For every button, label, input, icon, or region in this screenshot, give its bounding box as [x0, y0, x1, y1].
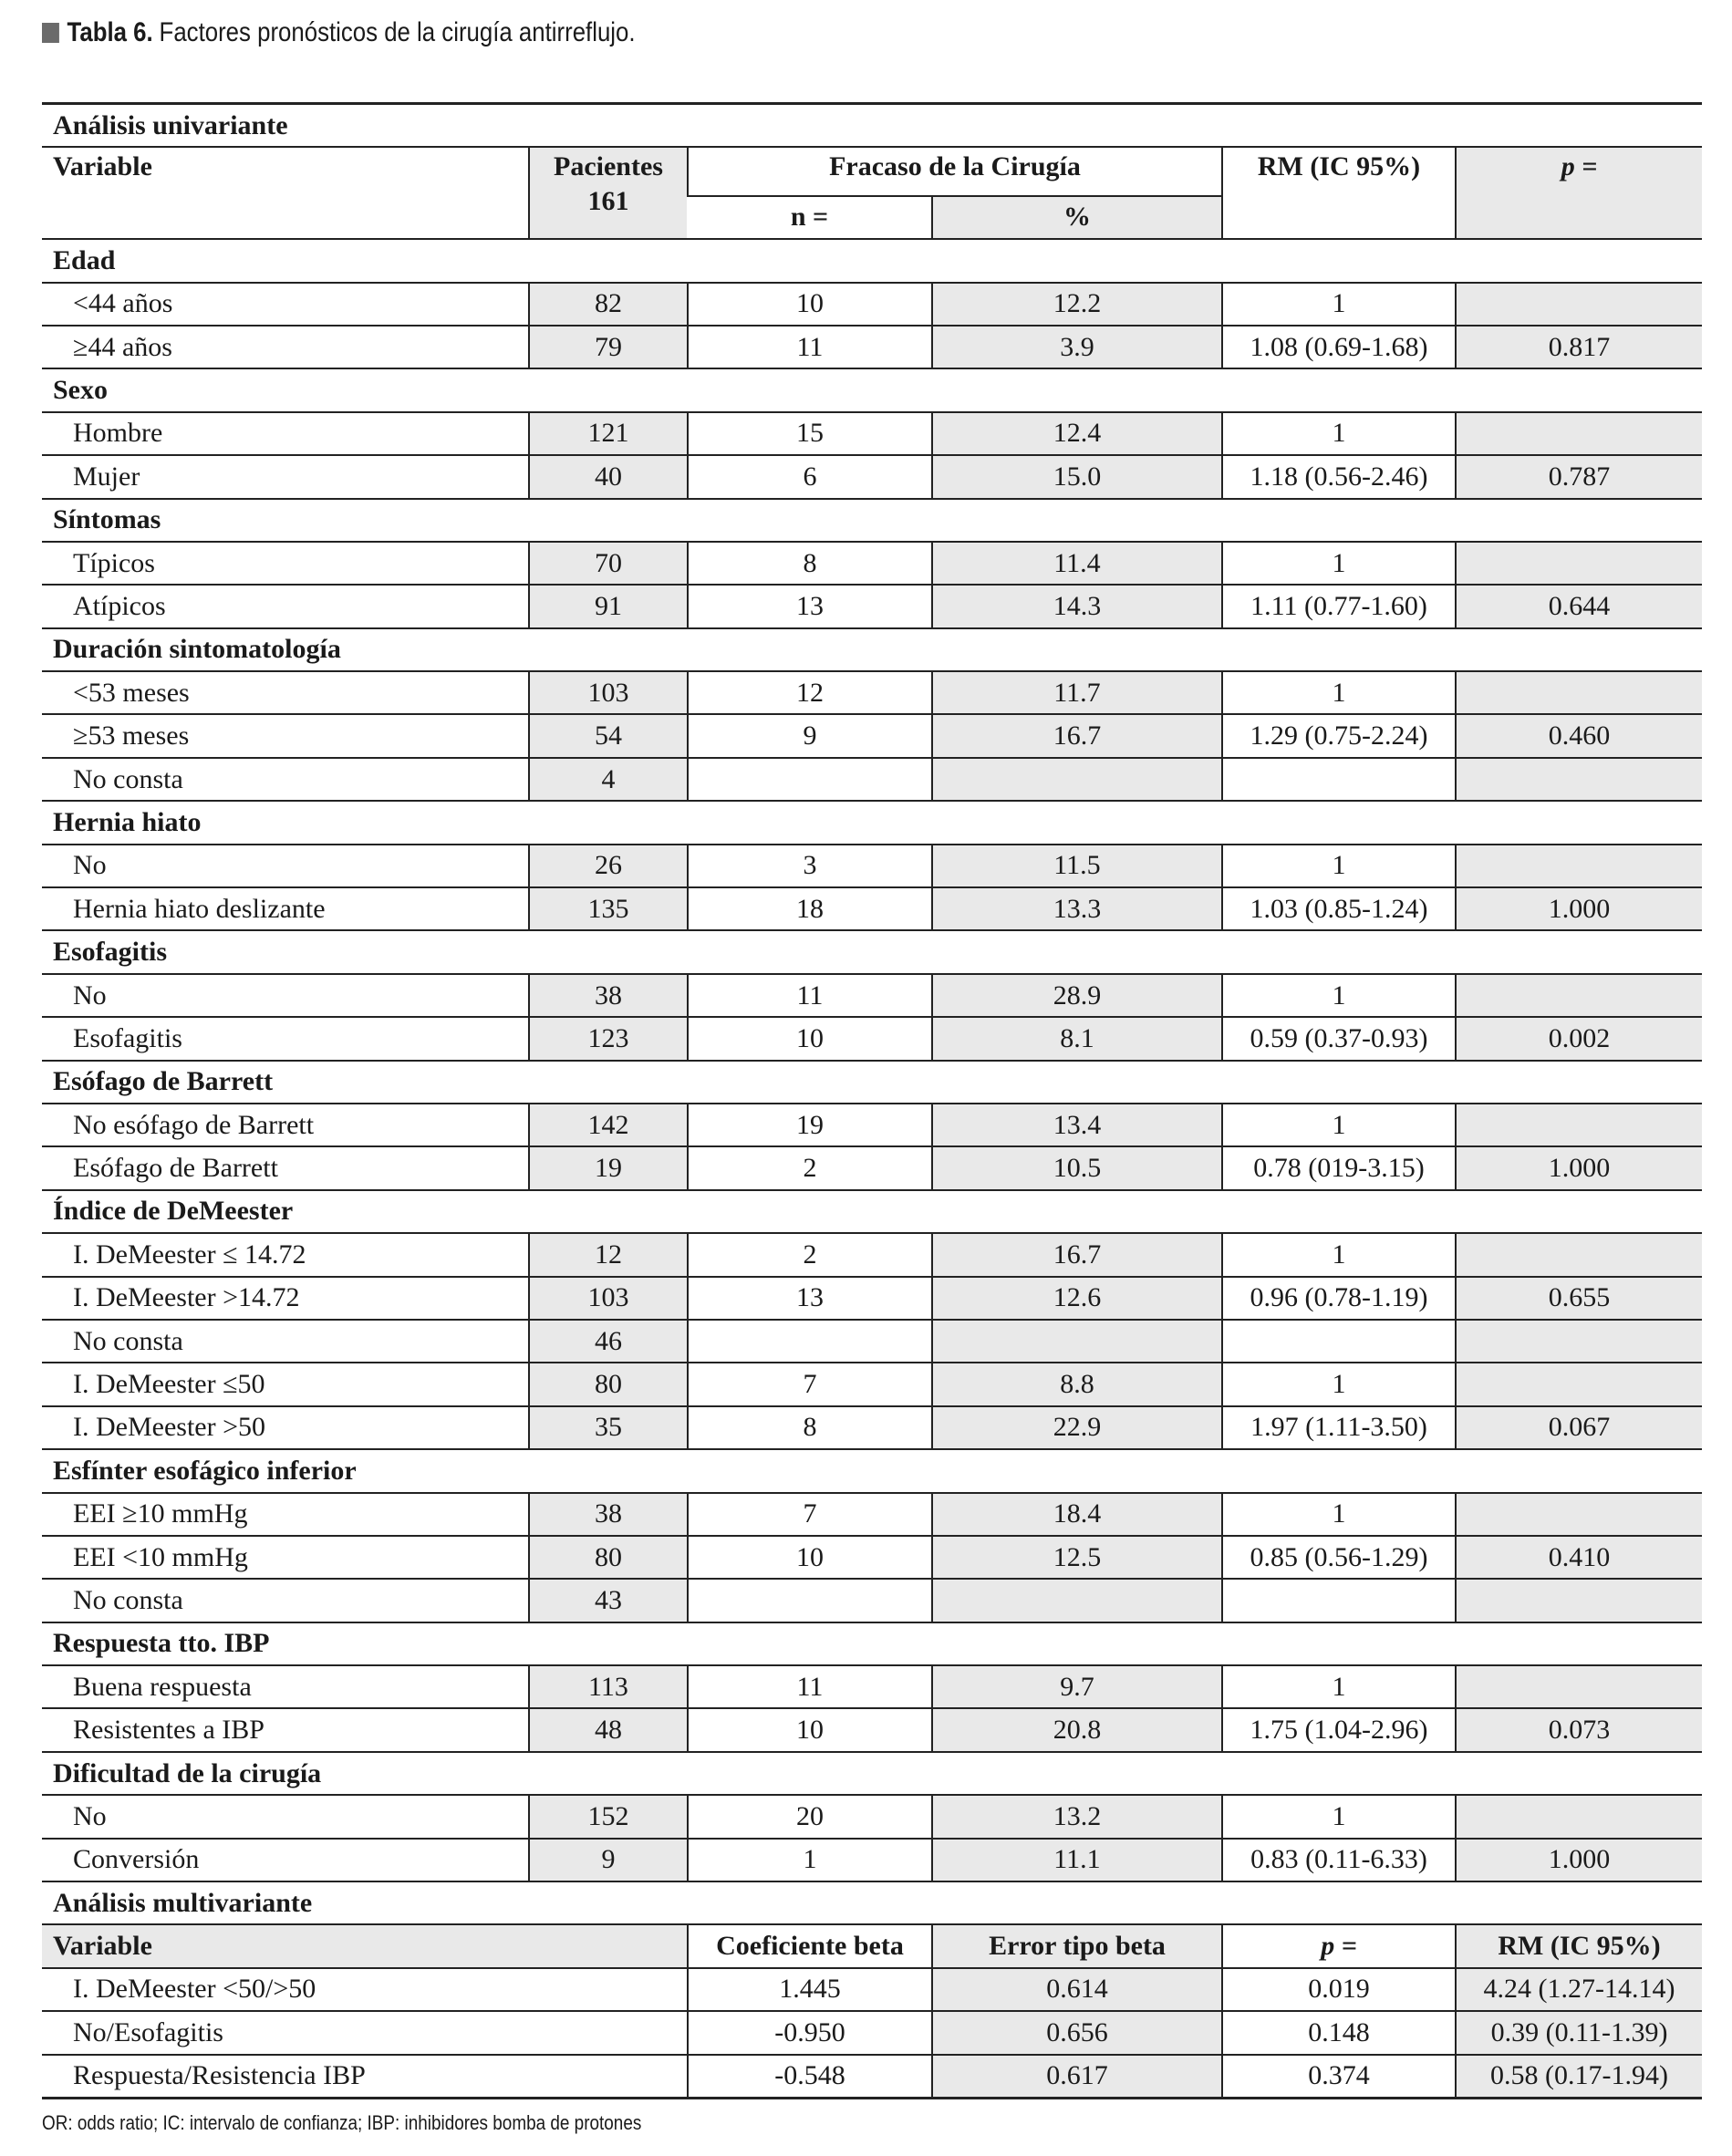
cell-or	[1222, 758, 1456, 801]
row-label: <53 meses	[42, 671, 529, 714]
cell-patients: 26	[529, 845, 688, 887]
row-label: No esófago de Barrett	[42, 1104, 529, 1146]
cell-pct: 11.1	[932, 1839, 1222, 1881]
cell-n: 15	[688, 412, 932, 455]
row-label: Mujer	[42, 455, 529, 498]
cell-n: 7	[688, 1363, 932, 1405]
section-title: Sexo	[42, 368, 1702, 411]
table-row	[42, 1839, 1702, 1881]
cell-or: 1	[1222, 412, 1456, 455]
table-row	[42, 1363, 1702, 1405]
cell-p: 0.787	[1456, 455, 1702, 498]
cell-patients: 80	[529, 1536, 688, 1579]
cell-p	[1456, 1493, 1702, 1536]
cell-or: 1	[1222, 1104, 1456, 1146]
footnote: OR: odds ratio; IC: intervalo de confianza; IBP: inhibidores bomba de protones	[42, 2111, 642, 2134]
table-row	[42, 1795, 1702, 1838]
row-label: No	[42, 845, 529, 887]
table-row	[42, 283, 1702, 326]
multivariate-title: Análisis multivariante	[42, 1881, 1702, 1924]
cell-patients: 103	[529, 1277, 688, 1320]
cell-pct: 12.4	[932, 412, 1222, 455]
mcell-or: 0.39 (0.11-1.39)	[1456, 2011, 1702, 2054]
cell-patients: 82	[529, 283, 688, 326]
cell-or: 0.96 (0.78-1.19)	[1222, 1277, 1456, 1320]
cell-pct: 13.2	[932, 1795, 1222, 1838]
row-label: No	[42, 1795, 529, 1838]
cell-p	[1456, 412, 1702, 455]
cell-n: 12	[688, 671, 932, 714]
cell-n	[688, 1320, 932, 1363]
cell-or: 0.78 (019-3.15)	[1222, 1146, 1456, 1189]
row-label: Buena respuesta	[42, 1665, 529, 1708]
cell-or	[1222, 1579, 1456, 1622]
row-label: Resistentes a IBP	[42, 1708, 529, 1751]
section-title: Hernia hiato	[42, 801, 1702, 844]
cell-n: 11	[688, 974, 932, 1017]
table-row	[42, 1665, 1702, 1708]
cell-or: 1.11 (0.77-1.60)	[1222, 585, 1456, 627]
row-label: ≥44 años	[42, 326, 529, 368]
table-row	[42, 1406, 1702, 1449]
cell-pct: 9.7	[932, 1665, 1222, 1708]
mcell-beta: 1.445	[688, 1968, 932, 2011]
mcell-beta: -0.548	[688, 2055, 932, 2099]
header-variable: Variable	[42, 147, 529, 239]
multivariate-header-row	[42, 1924, 1702, 1967]
cell-patients: 80	[529, 1363, 688, 1405]
header-failure: Fracaso de la Cirugía	[688, 147, 1222, 195]
cell-p	[1456, 1795, 1702, 1838]
cell-p	[1456, 1233, 1702, 1276]
cell-or: 0.59 (0.37-0.93)	[1222, 1017, 1456, 1060]
cell-patients: 48	[529, 1708, 688, 1751]
cell-pct: 11.7	[932, 671, 1222, 714]
cell-p: 0.410	[1456, 1536, 1702, 1579]
cell-or: 1	[1222, 1665, 1456, 1708]
cell-patients: 38	[529, 974, 688, 1017]
cell-patients: 121	[529, 412, 688, 455]
row-label: EEI <10 mmHg	[42, 1536, 529, 1579]
cell-patients: 9	[529, 1839, 688, 1881]
cell-n: 2	[688, 1146, 932, 1189]
table-row	[42, 1320, 1702, 1363]
cell-pct	[932, 1579, 1222, 1622]
cell-or: 1.97 (1.11-3.50)	[1222, 1406, 1456, 1449]
mheader-variable: Variable	[42, 1924, 688, 1967]
cell-n: 2	[688, 1233, 932, 1276]
cell-pct: 13.3	[932, 887, 1222, 930]
cell-patients: 43	[529, 1579, 688, 1622]
cell-or: 1	[1222, 283, 1456, 326]
cell-p	[1456, 845, 1702, 887]
cell-p	[1456, 1579, 1702, 1622]
row-label: ≥53 meses	[42, 714, 529, 757]
cell-patients: 70	[529, 542, 688, 585]
header-patients-label: Pacientes	[554, 151, 663, 182]
table-row	[42, 758, 1702, 801]
cell-or: 1.75 (1.04-2.96)	[1222, 1708, 1456, 1751]
mcell-error: 0.614	[932, 1968, 1222, 2011]
table-row	[42, 412, 1702, 455]
mrow-label: I. DeMeester <50/>50	[42, 1968, 688, 2011]
row-label: No consta	[42, 1320, 529, 1363]
cell-or: 1.18 (0.56-2.46)	[1222, 455, 1456, 498]
cell-pct: 12.2	[932, 283, 1222, 326]
cell-or: 1	[1222, 1233, 1456, 1276]
cell-or: 1	[1222, 1493, 1456, 1536]
cell-patients: 35	[529, 1406, 688, 1449]
cell-n: 18	[688, 887, 932, 930]
cell-p: 0.460	[1456, 714, 1702, 757]
cell-pct: 11.4	[932, 542, 1222, 585]
table-row	[42, 326, 1702, 368]
cell-patients: 19	[529, 1146, 688, 1189]
cell-pct: 13.4	[932, 1104, 1222, 1146]
section-title: Respuesta tto. IBP	[42, 1622, 1702, 1665]
section-header-row	[42, 239, 1702, 282]
mcell-p: 0.148	[1222, 2011, 1456, 2054]
cell-n: 10	[688, 1536, 932, 1579]
cell-pct	[932, 758, 1222, 801]
cell-patients: 152	[529, 1795, 688, 1838]
mheader-or: RM (IC 95%)	[1456, 1924, 1702, 1967]
cell-pct: 18.4	[932, 1493, 1222, 1536]
cell-p	[1456, 974, 1702, 1017]
section-title: Síntomas	[42, 499, 1702, 542]
section-header-row	[42, 1622, 1702, 1665]
table-row	[42, 1233, 1702, 1276]
cell-n: 20	[688, 1795, 932, 1838]
row-label: No	[42, 974, 529, 1017]
section-title: Índice de DeMeester	[42, 1190, 1702, 1233]
section-title: Dificultad de la cirugía	[42, 1752, 1702, 1795]
cell-n: 10	[688, 1708, 932, 1751]
caption-label: Tabla 6.	[67, 17, 153, 47]
cell-p: 0.002	[1456, 1017, 1702, 1060]
cell-p	[1456, 1320, 1702, 1363]
cell-n: 11	[688, 326, 932, 368]
mcell-error: 0.617	[932, 2055, 1222, 2099]
cell-pct	[932, 1320, 1222, 1363]
cell-n	[688, 1579, 932, 1622]
cell-p: 1.000	[1456, 1146, 1702, 1189]
header-p: p =	[1456, 147, 1702, 239]
header-pct: %	[932, 196, 1222, 239]
cell-p	[1456, 283, 1702, 326]
cell-patients: 103	[529, 671, 688, 714]
cell-p: 0.067	[1456, 1406, 1702, 1449]
table-row	[42, 585, 1702, 627]
cell-n: 10	[688, 1017, 932, 1060]
cell-n: 6	[688, 455, 932, 498]
cell-pct: 3.9	[932, 326, 1222, 368]
cell-patients: 38	[529, 1493, 688, 1536]
row-label: EEI ≥10 mmHg	[42, 1493, 529, 1536]
mcell-p: 0.374	[1222, 2055, 1456, 2099]
cell-n	[688, 758, 932, 801]
cell-patients: 113	[529, 1665, 688, 1708]
cell-p: 0.644	[1456, 585, 1702, 627]
cell-pct: 8.1	[932, 1017, 1222, 1060]
section-header-row	[42, 499, 1702, 542]
mrow-label: No/Esofagitis	[42, 2011, 688, 2054]
multivariate-row	[42, 1968, 1702, 2011]
cell-patients: 142	[529, 1104, 688, 1146]
cell-or: 1	[1222, 542, 1456, 585]
cell-pct: 28.9	[932, 974, 1222, 1017]
cell-n: 1	[688, 1839, 932, 1881]
cell-patients: 4	[529, 758, 688, 801]
table-row	[42, 845, 1702, 887]
table-row	[42, 1277, 1702, 1320]
section-header-row	[42, 1190, 1702, 1233]
caption-text: Factores pronósticos de la cirugía antirreflujo.	[159, 17, 636, 47]
table-row	[42, 671, 1702, 714]
mcell-beta: -0.950	[688, 2011, 932, 2054]
cell-patients: 12	[529, 1233, 688, 1276]
section-header-row	[42, 1752, 1702, 1795]
row-label: Conversión	[42, 1839, 529, 1881]
row-label: I. DeMeester >50	[42, 1406, 529, 1449]
cell-patients: 40	[529, 455, 688, 498]
cell-n: 8	[688, 542, 932, 585]
cell-pct: 14.3	[932, 585, 1222, 627]
mrow-label: Respuesta/Resistencia IBP	[42, 2055, 688, 2099]
cell-pct: 15.0	[932, 455, 1222, 498]
mcell-p: 0.019	[1222, 1968, 1456, 2011]
header-row	[42, 147, 1702, 195]
cell-p	[1456, 1665, 1702, 1708]
table-row	[42, 1146, 1702, 1189]
cell-or: 1.29 (0.75-2.24)	[1222, 714, 1456, 757]
section-header-row	[42, 1061, 1702, 1104]
mcell-or: 0.58 (0.17-1.94)	[1456, 2055, 1702, 2099]
cell-or: 1	[1222, 1363, 1456, 1405]
section-header-row	[42, 1449, 1702, 1492]
cell-p	[1456, 542, 1702, 585]
row-label: Hombre	[42, 412, 529, 455]
cell-patients: 91	[529, 585, 688, 627]
section-title: Esfínter esofágico inferior	[42, 1449, 1702, 1492]
table-row	[42, 974, 1702, 1017]
cell-or: 0.83 (0.11-6.33)	[1222, 1839, 1456, 1881]
cell-or: 1	[1222, 974, 1456, 1017]
multivariate-title-row	[42, 1881, 1702, 1924]
cell-n: 13	[688, 1277, 932, 1320]
section-header-row	[42, 930, 1702, 973]
cell-or: 1	[1222, 671, 1456, 714]
caption-square-icon	[42, 23, 59, 43]
table-row	[42, 455, 1702, 498]
cell-n: 10	[688, 283, 932, 326]
cell-or	[1222, 1320, 1456, 1363]
row-label: No consta	[42, 758, 529, 801]
cell-p: 0.073	[1456, 1708, 1702, 1751]
cell-pct: 20.8	[932, 1708, 1222, 1751]
multivariate-row	[42, 2055, 1702, 2099]
section-title: Edad	[42, 239, 1702, 282]
cell-or: 1	[1222, 1795, 1456, 1838]
cell-patients: 135	[529, 887, 688, 930]
row-label: Atípicos	[42, 585, 529, 627]
header-patients-total: 161	[587, 186, 629, 217]
cell-p: 1.000	[1456, 1839, 1702, 1881]
section-header-row	[42, 628, 1702, 671]
cell-pct: 22.9	[932, 1406, 1222, 1449]
section-title: Duración sintomatología	[42, 628, 1702, 671]
univariate-title-row	[42, 104, 1702, 148]
row-label: Hernia hiato deslizante	[42, 887, 529, 930]
cell-pct: 11.5	[932, 845, 1222, 887]
table-row	[42, 1104, 1702, 1146]
cell-p: 0.817	[1456, 326, 1702, 368]
row-label: No consta	[42, 1579, 529, 1622]
section-header-row	[42, 801, 1702, 844]
cell-p	[1456, 758, 1702, 801]
cell-p	[1456, 1363, 1702, 1405]
cell-or: 1	[1222, 845, 1456, 887]
table-row	[42, 542, 1702, 585]
cell-patients: 46	[529, 1320, 688, 1363]
cell-or: 1.03 (0.85-1.24)	[1222, 887, 1456, 930]
cell-pct: 8.8	[932, 1363, 1222, 1405]
mcell-error: 0.656	[932, 2011, 1222, 2054]
table-caption	[42, 13, 636, 53]
row-label: Esofagitis	[42, 1017, 529, 1060]
cell-n: 8	[688, 1406, 932, 1449]
table-row	[42, 1493, 1702, 1536]
mheader-beta: Coeficiente beta	[688, 1924, 932, 1967]
table-row	[42, 714, 1702, 757]
univariate-title: Análisis univariante	[42, 104, 1702, 148]
cell-n: 9	[688, 714, 932, 757]
row-label: I. DeMeester >14.72	[42, 1277, 529, 1320]
table-row	[42, 1708, 1702, 1751]
row-label: Típicos	[42, 542, 529, 585]
header-n: n =	[688, 196, 932, 239]
row-label: I. DeMeester ≤50	[42, 1363, 529, 1405]
cell-pct: 16.7	[932, 714, 1222, 757]
table-row	[42, 1579, 1702, 1622]
mheader-error: Error tipo beta	[932, 1924, 1222, 1967]
cell-pct: 16.7	[932, 1233, 1222, 1276]
mheader-p: p =	[1222, 1924, 1456, 1967]
cell-n: 3	[688, 845, 932, 887]
cell-pct: 10.5	[932, 1146, 1222, 1189]
header-patients	[529, 147, 688, 239]
cell-pct: 12.6	[932, 1277, 1222, 1320]
cell-n: 11	[688, 1665, 932, 1708]
cell-p: 0.655	[1456, 1277, 1702, 1320]
row-label: I. DeMeester ≤ 14.72	[42, 1233, 529, 1276]
cell-p	[1456, 671, 1702, 714]
row-label: <44 años	[42, 283, 529, 326]
cell-or: 1.08 (0.69-1.68)	[1222, 326, 1456, 368]
header-or: RM (IC 95%)	[1222, 147, 1456, 239]
mcell-or: 4.24 (1.27-14.14)	[1456, 1968, 1702, 2011]
section-title: Esofagitis	[42, 930, 1702, 973]
section-title: Esófago de Barrett	[42, 1061, 1702, 1104]
row-label: Esófago de Barrett	[42, 1146, 529, 1189]
prognostic-factors-table	[42, 102, 1702, 2099]
multivariate-row	[42, 2011, 1702, 2054]
cell-patients: 54	[529, 714, 688, 757]
cell-n: 13	[688, 585, 932, 627]
cell-n: 19	[688, 1104, 932, 1146]
table-row	[42, 1017, 1702, 1060]
cell-p	[1456, 1104, 1702, 1146]
cell-pct: 12.5	[932, 1536, 1222, 1579]
table-row	[42, 887, 1702, 930]
cell-patients: 123	[529, 1017, 688, 1060]
cell-p: 1.000	[1456, 887, 1702, 930]
cell-patients: 79	[529, 326, 688, 368]
table-body	[42, 104, 1702, 2099]
table-row	[42, 1536, 1702, 1579]
cell-or: 0.85 (0.56-1.29)	[1222, 1536, 1456, 1579]
cell-n: 7	[688, 1493, 932, 1536]
section-header-row	[42, 368, 1702, 411]
